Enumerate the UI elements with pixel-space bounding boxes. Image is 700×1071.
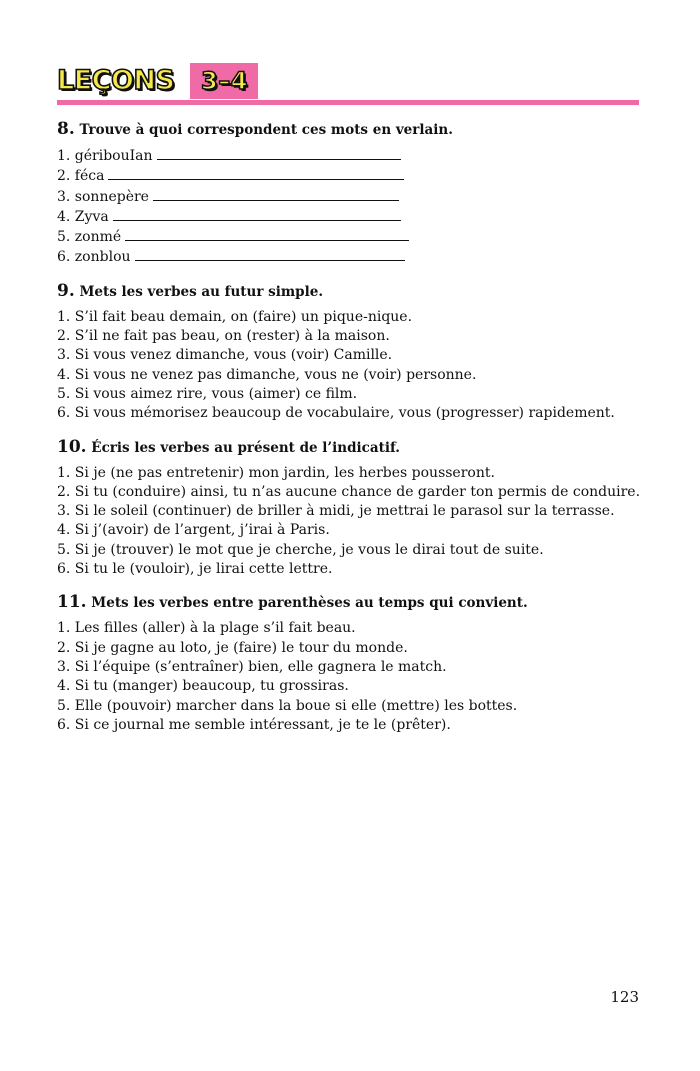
list-item: 5. Elle (pouvoir) marcher dans la boue si elle (mettre) les bottes.: [57, 697, 518, 714]
lesson-range: 3–4: [201, 67, 248, 95]
exercise-title: [57, 119, 657, 140]
list-item: 4. Si tu (manger) beaucoup, tu grossiras.: [57, 678, 349, 695]
fill-in-item: [57, 166, 657, 186]
answer-blank[interactable]: [108, 166, 404, 180]
exercise-number: 8.: [57, 119, 75, 139]
fill-in-item: [57, 227, 657, 247]
exercises: [57, 119, 657, 748]
list-item: 4. Si vous ne venez pas dimanche, vous ne (voir) personne.: [57, 366, 477, 383]
list-item: 1. Si je (ne pas entretenir) mon jardin, les herbes pousseront.: [57, 464, 495, 481]
list-item: 3. Si vous venez dimanche, vous (voir) Camille.: [57, 347, 393, 364]
lesson-title: LEÇONS: [57, 65, 175, 96]
answer-blank[interactable]: [157, 146, 401, 160]
list-item: 4. Si j’(avoir) de l’argent, j’irai à Paris.: [57, 522, 330, 539]
fill-in-item: [57, 187, 657, 207]
list-item: 3. Si le soleil (continuer) de briller à midi, je mettrai le parasol sur la terrasse.: [57, 503, 615, 520]
exercise-title: [57, 592, 657, 613]
list-item: 6. Si tu le (vouloir), je lirai cette lettre.: [57, 561, 333, 578]
exercise-number: 10.: [57, 436, 87, 457]
list-item: 3. Si l’équipe (s’entraîner) bien, elle gagnera le match.: [57, 658, 447, 675]
page-number: 123: [610, 988, 639, 1006]
list-item: 6. Si ce journal me semble intéressant, je te le (prêter).: [57, 716, 451, 733]
exercise-instruction: Mets les verbes entre parenthèses au temps qui convient.: [91, 595, 528, 612]
exercise-number: 11.: [57, 592, 87, 613]
exercise-number: 9.: [57, 280, 75, 301]
exercise-9: [57, 281, 657, 424]
exercise-8: [57, 119, 657, 268]
exercise-title: [57, 437, 657, 458]
item-text: 2. féca: [57, 168, 105, 185]
exercise-instruction: Trouve à quoi correspondent ces mots en verlain.: [79, 122, 453, 138]
exercise-title: [57, 281, 657, 302]
item-text: 1. géribouIan: [57, 148, 153, 164]
list-item: 2. Si tu (conduire) ainsi, tu n’as aucune chance de garder ton permis de conduire.: [57, 483, 641, 500]
answer-blank[interactable]: [113, 207, 401, 221]
exercise-instruction: Mets les verbes au futur simple.: [79, 283, 324, 300]
item-text: 3. sonnepère: [57, 188, 149, 205]
list-item: 6. Si vous mémorisez beaucoup de vocabulaire, vous (progresser) rapidement.: [57, 405, 615, 422]
fill-in-item: [57, 146, 657, 166]
list-item: 1. S’il fait beau demain, on (faire) un pique-nique.: [57, 308, 413, 325]
list-item: 5. Si je (trouver) le mot que je cherche, je vous le dirai tout de suite.: [57, 541, 544, 558]
list-item: 1. Les filles (aller) à la plage s’il fait beau.: [57, 620, 356, 637]
list-item: 2. Si je gagne au loto, je (faire) le tour du monde.: [57, 639, 408, 656]
fill-in-item: [57, 207, 657, 227]
header-divider: [57, 100, 639, 105]
answer-blank[interactable]: [153, 187, 399, 201]
exercise-instruction: Écris les verbes au présent de l’indicatif.: [91, 439, 400, 456]
item-text: 6. zonblou: [57, 249, 131, 266]
list-item: 2. S’il ne fait pas beau, on (rester) à la maison.: [57, 328, 390, 345]
lesson-badge: [190, 63, 258, 99]
answer-blank[interactable]: [125, 227, 409, 241]
answer-blank[interactable]: [135, 247, 405, 261]
fill-in-item: [57, 247, 657, 267]
exercise-11: [57, 592, 657, 735]
lesson-header: [57, 63, 258, 99]
item-text: 4. Zyva: [57, 208, 109, 225]
list-item: 5. Si vous aimez rire, vous (aimer) ce film.: [57, 385, 358, 402]
item-text: 5. zonmé: [57, 229, 122, 246]
exercise-10: [57, 437, 657, 580]
